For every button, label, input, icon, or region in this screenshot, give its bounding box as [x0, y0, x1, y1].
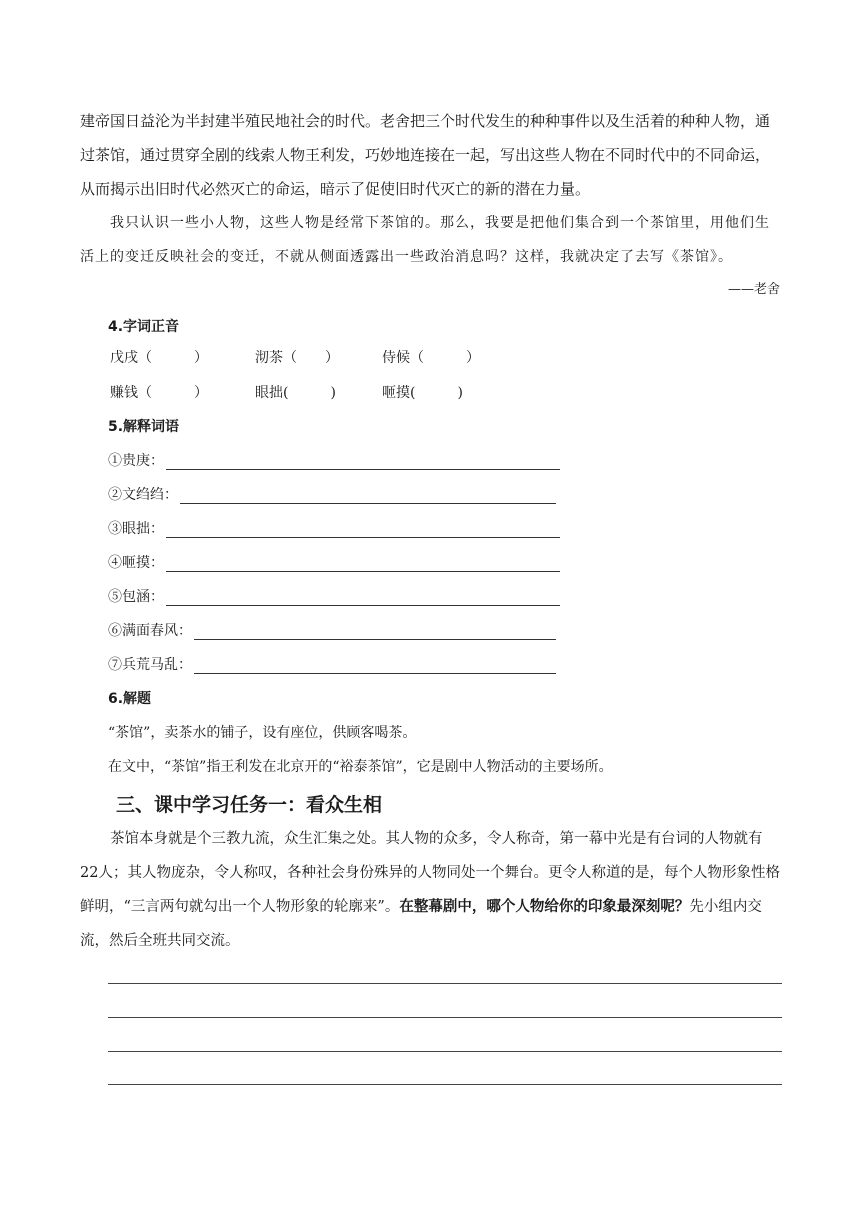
- definition-row: [108, 518, 560, 538]
- pinyin-item: 戊戌（ ）: [110, 350, 208, 366]
- section3-heading: 三、课中学习任务一：看众生相: [116, 794, 383, 816]
- laoshe-quote: 我只认识一些小人物，这些人物是经常下茶馆的。那么，我要是把他们集合到一个茶馆里，用他们生活上的变迁反映社会的变迁，不就从侧面透露出一些政治消息吗？这样，我就决定了去写《茶馆》。: [80, 215, 770, 265]
- q6-line2: 在文中，“茶馆”指王利发在北京开的“裕泰茶馆”，它是剧中人物活动的主要场所。: [108, 759, 613, 775]
- pinyin-item: 咂摸( ): [382, 385, 463, 401]
- q6-title: 6.解题: [108, 691, 152, 707]
- definition-term: ①贵庚：: [108, 453, 164, 469]
- q5-title: 5.解释词语: [108, 419, 180, 435]
- pinyin-item: 沏茶（ ）: [255, 350, 339, 366]
- writing-line[interactable]: [108, 1084, 782, 1085]
- q6-line1: “茶馆”，卖茶水的铺子，设有座位，供顾客喝茶。: [108, 725, 417, 741]
- writing-line[interactable]: [108, 983, 782, 984]
- section3-question: 在整幕剧中，哪个人物给你的印象最深刻呢？: [399, 899, 690, 915]
- pinyin-item: 侍候（ ）: [382, 350, 480, 366]
- definition-term: ②文绉绉：: [108, 487, 178, 503]
- pinyin-item: 赚钱（ ）: [110, 385, 208, 401]
- definition-term: ④咂摸：: [108, 555, 164, 571]
- quote-signature: ——老舍: [727, 282, 780, 297]
- answer-line[interactable]: [166, 522, 560, 538]
- answer-line[interactable]: [194, 658, 556, 674]
- answer-line[interactable]: [180, 488, 556, 504]
- answer-line[interactable]: [166, 590, 560, 606]
- definition-row: [108, 552, 560, 572]
- definition-row: [108, 484, 556, 504]
- section3-paragraph: [80, 822, 780, 958]
- writing-line[interactable]: [108, 1017, 782, 1018]
- definition-term: ⑦兵荒马乱：: [108, 657, 192, 673]
- answer-line[interactable]: [166, 556, 560, 572]
- section3-instruction: 先小组内交流，然后全班共同交流。: [80, 899, 762, 949]
- definition-row: [108, 586, 560, 606]
- definition-term: ⑥满面春风：: [108, 623, 192, 639]
- answer-line[interactable]: [166, 454, 560, 470]
- section3-body: 茶馆本身就是个三教九流，众生汇集之处。其人物的众多，令人称奇，第一幕中光是有台词的人物就有22人；其人物庞杂，令人称叹，各种社会身份殊异的人物同处一个舞台。更令人称道的是，每个人物形象性格鲜明，“三言两句就勾出一个人物形象的轮廓来”。: [80, 831, 780, 915]
- q4-title: 4.字词正音: [108, 319, 180, 335]
- definition-row: [108, 654, 556, 674]
- definition-term: ③眼拙：: [108, 521, 164, 537]
- answer-line[interactable]: [194, 624, 556, 640]
- intro-paragraph: 建帝国日益沦为半封建半殖民地社会的时代。老舍把三个时代发生的种种事件以及生活着的种种人物，通过茶馆，通过贯穿全剧的线索人物王利发，巧妙地连接在一起，写出这些人物在不同时代中的不同命运，从而揭示出旧时代必然灭亡的命运，暗示了促使旧时代灭亡的新的潜在力量。: [80, 112, 771, 198]
- definition-row: [108, 620, 556, 640]
- pinyin-item: 眼拙( ): [255, 385, 336, 401]
- writing-line[interactable]: [108, 1051, 782, 1052]
- definition-row: [108, 450, 560, 470]
- definition-term: ⑤包涵：: [108, 589, 164, 605]
